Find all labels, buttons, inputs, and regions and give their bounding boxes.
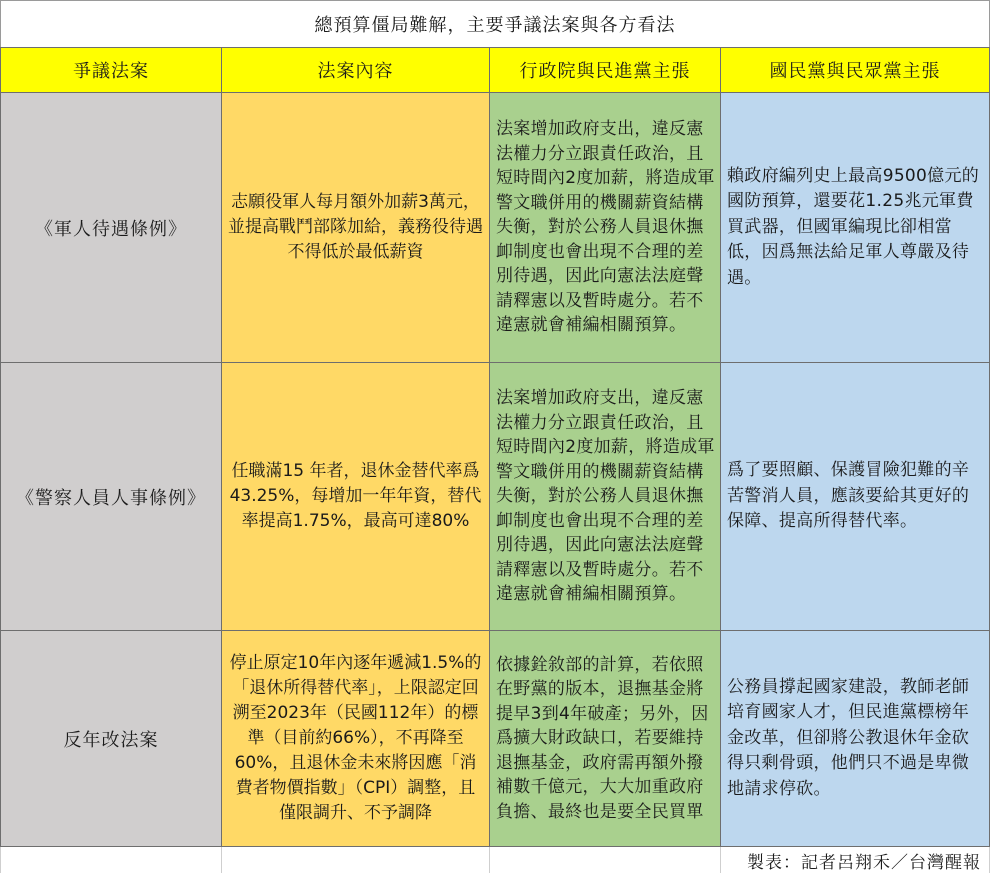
law-name-cell: 《警察人員人事條例》 [1,363,222,631]
footer-row [1,847,990,874]
credit-line: 製表：記者呂翔禾／台灣醒報 [721,847,990,874]
table-row [1,363,990,631]
executive-position-cell: 依據銓敘部的計算，若依照在野黨的版本，退撫基金將提早3到4年破產；另外，因爲擴大財政缺口，若要維持退撫基金，政府需再額外撥補數千億元，大大加重政府負擔、最終也是要全民買單 [490,631,721,847]
footer-empty-cell [1,847,222,874]
executive-position-cell: 法案增加政府支出，違反憲法權力分立跟責任政治，且短時間內2度加薪，將造成軍警文職併用的機關薪資結構失衡，對於公務人員退休撫卹制度也會出現不合理的差別待遇，因此向憲法法庭聲請釋憲以及暫時處分。若不違憲就會補編相關預算。 [490,363,721,631]
law-content-cell: 任職滿15 年者，退休金替代率爲43.25%，每增加一年年資，替代率提高1.75%，最高可達80% [222,363,490,631]
header-law: 爭議法案 [1,48,222,93]
header-executive: 行政院與民進黨主張 [490,48,721,93]
footer-empty-cell [490,847,721,874]
footer-empty-cell [222,847,490,874]
law-name-cell: 《軍人待遇條例》 [1,93,222,363]
table-row [1,631,990,847]
opposition-position-cell: 爲了要照顧、保護冒險犯難的辛苦警消人員，應該要給其更好的保障、提高所得替代率。 [721,363,990,631]
header-opposition: 國民黨與民眾黨主張 [721,48,990,93]
header-row [1,48,990,93]
header-content: 法案內容 [222,48,490,93]
executive-position-cell: 法案增加政府支出，違反憲法權力分立跟責任政治，且短時間內2度加薪，將造成軍警文職併用的機關薪資結構失衡，對於公務人員退休撫卹制度也會出現不合理的差別待遇，因此向憲法法庭聲請釋憲以及暫時處分。若不違憲就會補編相關預算。 [490,93,721,363]
table-row [1,93,990,363]
opposition-position-cell: 賴政府編列史上最高9500億元的國防預算，還要花1.25兆元軍費買武器，但國軍編現比卻相當低，因爲無法給足軍人尊嚴及待遇。 [721,93,990,363]
dispute-table [0,47,990,873]
law-content-cell: 志願役軍人每月額外加薪3萬元，並提高戰鬥部隊加給，義務役待遇不得低於最低薪資 [222,93,490,363]
law-content-cell: 停止原定10年內逐年遞減1.5%的「退休所得替代率」，上限認定回溯至2023年（民國112年）的標準（目前約66%），不再降至60%，且退休金未來將因應「消費者物價指數」（CPI）調整，且僅限調升、不予調降 [222,631,490,847]
opposition-position-cell: 公務員撐起國家建設，教師老師培育國家人才，但民進黨標榜年金改革，但卻將公教退休年金砍得只剩骨頭，他們只不過是卑微地請求停砍。 [721,631,990,847]
law-name-cell: 反年改法案 [1,631,222,847]
table-title: 總預算僵局難解，主要爭議法案與各方看法 [0,0,990,47]
